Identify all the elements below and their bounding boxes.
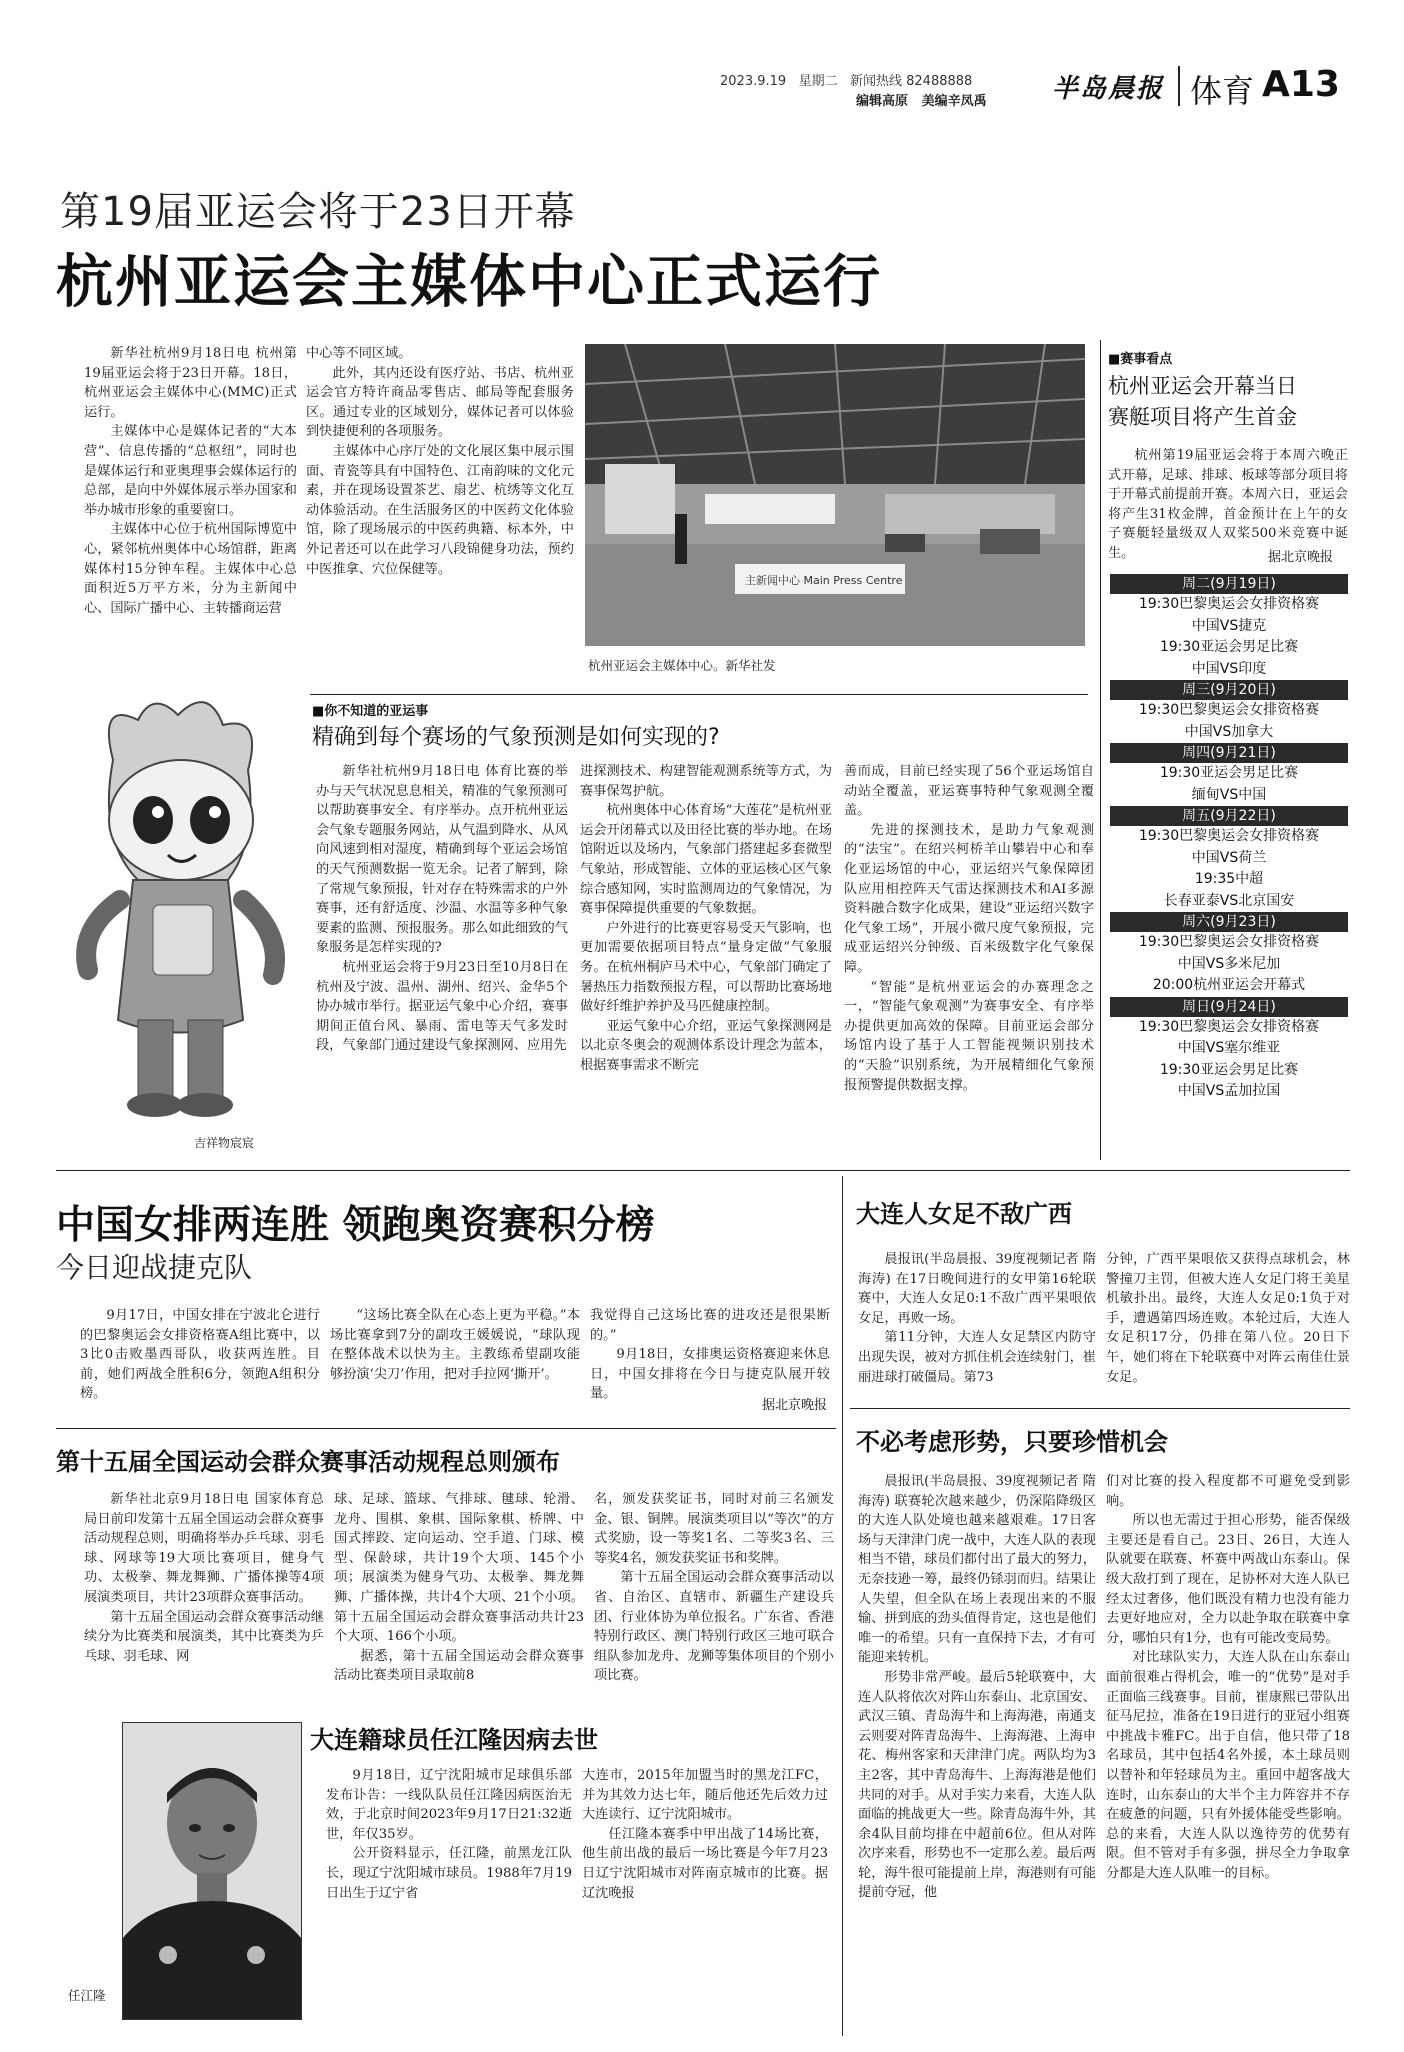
women-paragraph: 第11分钟，大连人女足禁区内防守出现失误，被对方抓住机会连续射门，崔丽进球打破僵局。第73 (858, 1330, 1096, 1385)
schedule-day-header: 周六(9月23日) (1110, 912, 1348, 932)
volley-col-2 (330, 1306, 580, 1416)
obit-photo-caption: 任江隆 (68, 1988, 106, 2003)
games-paragraph: 第十五届全国运动会群众赛事活动以省、自治区、直辖市、新疆生产建设兵团、行业体协为单位报名。广东省、香港特别行政区、澳门特别行政区三地可联合组队参加龙舟、龙狮等集体项目的个别小项比赛。 (594, 1570, 834, 1684)
lower-column-divider (842, 1176, 843, 2036)
volley-paragraph: 9月18日，女排奥运资格赛迎来休息日，中国女排将在今日与捷克队展开较量。 (590, 1347, 830, 1402)
weather-paragraph: 杭州奥体中心体育场“大莲花”是杭州亚运会开闭幕式以及田径比赛的举办地。在场馆附近以及场内，气象部门搭建起多套微型气象站，形成智能、立体的亚运核心区气象综合感知网，实时监测周边的气象情况，为赛事保障提供重要的气象数据。 (580, 803, 832, 917)
volley-subhead: 今日迎战捷克队 (56, 1251, 253, 1284)
obit-paragraph: 任江隆本赛季中甲出战了14场比赛，他生前出战的最后一场比赛是今年7月23日辽宁沈阳城市对阵南京城市的比赛。据辽沈晚报 (582, 1826, 828, 1901)
masthead-divider (1178, 66, 1180, 106)
schedule-row: 长春亚泰VS北京国安 (1163, 892, 1295, 909)
women-paragraph: 晨报讯(半岛晨报、39度视频记者 隋海涛) 在17日晚间进行的女甲第16轮联赛中，大连人女足0:1不敌广西平果哏依女足，再败一场。 (858, 1252, 1096, 1326)
games-paragraph: 据悉，第十五届全国运动会群众赛事活动比赛类项目录取前8 (334, 1648, 584, 1684)
mmc-photo-caption: 杭州亚运会主媒体中心。新华社发 (588, 658, 776, 673)
schedule-row: 中国VS多米尼加 (1177, 955, 1281, 972)
schedule-row: 19:30亚运会男足比赛 (1159, 765, 1299, 781)
games-headline: 第十五届全国运动会群众赛事活动规程总则颁布 (56, 1448, 560, 1476)
schedule-row: 20:00杭州亚运会开幕式 (1152, 977, 1306, 993)
schedule-row: 19:35中超 (1194, 871, 1264, 887)
sidebar-title-2: 赛艇项目将产生首金 (1108, 405, 1297, 429)
lead-col-2 (306, 344, 574, 700)
weather-paragraph: 亚运气象中心介绍，亚运气象探测网是以北京冬奥会的观测体系设计理念为蓝本，根据赛事需求不断完 (580, 1018, 832, 1073)
men-paragraph: 对比球队实力，大连人队在山东泰山面前很难占得机会，唯一的“优势”是对手正面临三线赛事。目前，崔康熙已带队出征马尼拉，准备在19日进行的亚冠小组赛中挑战卡雅FC。出于自信，他只带了18名球员，其中包括4名外援，本土球员则以替补和年轻球员为主。重回中超客战大连时，山东泰山的大半个主力阵容并不存在疲惫的问题，只有外援体能受些影响。总的来看，大连人队以逸待劳的优势有限。但不管对手有多强，拼尽全力争取拿分都是大连人队唯一的目标。 (1106, 1650, 1350, 1881)
schedule-row: 中国VS塞尔维亚 (1177, 1040, 1281, 1056)
men-col-1 (858, 1472, 1096, 2024)
sidebar-source: 据北京晚报 (1268, 550, 1334, 565)
lead-paragraph: 主媒体中心序厅处的文化展区集中展示围面、青瓷等具有中国特色、江南韵味的文化元素，并在现场设置茶艺、扇艺、杭绣等文化互动体验活动。在生活服务区的中医药文化体验馆，除了现场展示的中医药典籍、标本外，中外记者还可以在此学习八段锦健身功法，预约中医推拿、穴位保健等。 (306, 443, 574, 577)
lead-headline: 杭州亚运会主媒体中心正式运行 (56, 249, 882, 315)
mascot-caption: 吉祥物宸宸 (194, 1136, 255, 1150)
lead-col-1 (84, 344, 297, 700)
women-col-2 (1106, 1250, 1350, 1400)
schedule-row: 中国VS加拿大 (1184, 723, 1274, 740)
weather-tag: ■你不知道的亚运事 (312, 704, 429, 719)
schedule-day-header: 周日(9月24日) (1110, 997, 1348, 1017)
schedule-row: 19:30巴黎奥运会女排资格赛 (1138, 702, 1320, 718)
schedule-row: 19:30亚运会男足比赛 (1159, 639, 1299, 655)
schedule-row: 中国VS捷克 (1191, 617, 1267, 634)
obit-photo-illustration (123, 1723, 301, 2019)
men-paragraph: 晨报讯(半岛晨报、39度视频记者 隋海涛) 联赛轮次越来越少，仍深陷降级区的大连人队处境也越来越艰难。17日客场与天津津门虎一战中，大连人队的表现相当不错，球员们都付出了最大的努力，无奈技逊一筹，最终仍铩羽而归。结果让人失望，但全队在场上表现出来的不服输、拼到底的劲头值得肯定，这也是他们唯一的希望。只有一直保持下去，才有可能迎来转机。 (858, 1474, 1096, 1666)
volley-source: 据北京晚报 (756, 1394, 827, 1413)
lead-paragraph: 中心等不同区域。 (306, 346, 412, 361)
schedule-row: 19:30巴黎奥运会女排资格赛 (1138, 934, 1320, 950)
weather-paragraph: 善而成，目前已经实现了56个亚运场馆自动站全覆盖，亚运赛事特种气象观测全覆盖。 (844, 764, 1094, 819)
obit-paragraph: 公开资料显示，任江隆，前黑龙江队长，现辽宁沈阳城市球员。1988年7月19日出生于辽宁省 (326, 1846, 572, 1901)
issue-weekday: 星期二 (798, 74, 838, 89)
lead-paragraph: 主媒体中心位于杭州国际博览中心，紧邻杭州奥体中心场馆群，距离媒体村15分钟车程。主媒体中心总面积近5万平方米，分为主新闻中心、国际广播中心、主转播商运营 (84, 522, 297, 616)
women-bottom-rule (850, 1408, 1350, 1409)
masthead (0, 0, 1404, 115)
lead-bottom-rule (310, 694, 1088, 695)
weather-col-3 (844, 762, 1094, 1152)
section-name: 体育 (1190, 72, 1255, 110)
sidebar-tag: ■赛事看点 (1108, 352, 1173, 367)
women-headline: 大连人女足不敌广西 (856, 1200, 1072, 1228)
volley-paragraph: 9月17日，中国女排在宁波北仑进行的巴黎奥运会女排资格赛A组比赛中，以3比0击败墨西哥队，收获两连胜。目前，她们两战全胜积6分，领跑A组积分榜。 (80, 1308, 320, 1402)
men-paragraph: 们对比赛的投入程度都不可避免受到影响。 (1106, 1474, 1350, 1509)
mascot-image (58, 690, 308, 1140)
lead-kicker: 第19届亚运会将于23日开幕 (60, 189, 576, 235)
men-col-2 (1106, 1472, 1350, 2024)
schedule-row: 中国VS孟加拉国 (1177, 1083, 1281, 1099)
weather-paragraph: 先进的探测技术，是助力气象观测的“法宝”。在绍兴柯桥羊山攀岩中心和奉化亚运场馆的中心，亚运绍兴气象保障团队应用相控阵天气雷达探测技术和AI多源资料融合数字化成果，建设“亚运绍兴数字化气象工场”，开展小微尺度气象预报，完成亚运绍兴分钟级、百米级数字化气象保障。 (844, 822, 1094, 975)
mmc-photo-illustration (585, 344, 1085, 646)
editor-credit: 编辑高原 (856, 94, 909, 109)
men-paragraph: 所以也无需过于担心形势，能否保级主要还是看自己。23日、26日，大连人队就要在联赛、杯赛中两战山东泰山。保级大敌打到了现在，足协杯对大连人队已经太过奢侈，他们既没有精力也没有能力去更好地应对，全力以赴争取在联赛中拿分，哪怕只有1分，也有可能改变局势。 (1106, 1513, 1350, 1646)
obit-headline: 大连籍球员任江隆因病去世 (310, 1726, 598, 1754)
games-paragraph: 名，颁发获奖证书，同时对前三名颁发金、银、铜牌。展演类项目以“等次”的方式奖励，设一等奖1名、二等奖3名、三等奖4名，颁发获奖证书和奖牌。 (594, 1492, 834, 1566)
volley-col-1 (80, 1306, 320, 1416)
weather-col-1 (316, 762, 568, 1152)
games-paragraph: 球、足球、篮球、气排球、毽球、轮滑、龙舟、围棋、象棋、国际象棋、桥牌、中国式摔跤、定向运动、空手道、门球、模型、保龄球，共计19个大项、145个小项；展演类为健身气功、太极拳、舞龙舞狮、广播体操，共计4个大项、21个小项。第十五届全国运动会群众赛事活动共计23个大项、166个小项。 (334, 1492, 584, 1645)
schedule-day-header: 周三(9月20日) (1110, 680, 1348, 700)
weather-headline: 精确到每个赛场的气象预测是如何实现的? (312, 725, 720, 750)
sidebar-divider (1100, 340, 1101, 1160)
games-col-2 (334, 1490, 584, 1702)
weather-paragraph: “智能”是杭州亚运会的办赛理念之一，“智能气象观测”为赛事安全、有序举办提供更加高效的保障。目前亚运会部分场馆内设了基于人工智能视频识别技术的“天脸”识别系统，为开展精细化气象预报预警提供数据支撑。 (844, 979, 1094, 1093)
schedule-row: 中国VS印度 (1191, 660, 1267, 677)
news-hotline: 新闻热线 82488888 (850, 74, 973, 89)
volley-paragraph: 我觉得自己这场比赛的进攻还是很果断的。” (590, 1308, 830, 1343)
mmc-photo-sign: 主新闻中心 Main Press Centre (745, 574, 903, 587)
men-paragraph: 形势非常严峻。最后5轮联赛中，大连人队将依次对阵山东泰山、北京国安、武汉三镇、青岛海牛和上海海港，南通支云则要对阵青岛海牛、上海海港、上海申花、梅州客家和天津津门虎。两队均为3主2客，其中青岛海牛、上海海港是他们共同的对手。从对手实力来看，大连人队面临的挑战更大一些。除青岛海牛外，其余4队目前均排在中超前6位。但从对阵次序来看，形势也不一定那么差。最后两轮，海牛很可能提前上岸，海港则有可能提前夺冠，他 (858, 1669, 1096, 1901)
schedule-row: 19:30巴黎奥运会女排资格赛 (1138, 828, 1320, 844)
schedule-day-header: 周二(9月19日) (1110, 574, 1348, 594)
weather-paragraph: 杭州亚运会将于9月23日至10月8日在杭州及宁波、温州、湖州、绍兴、金华5个协办城市举行。据亚运气象中心介绍，赛事期间正值台风、暴雨、雷电等天气多发时段，气象部门通过建设气象探测网、应用先 (316, 959, 568, 1054)
schedule-day-header: 周四(9月21日) (1110, 743, 1348, 763)
sidebar-title-1: 杭州亚运会开幕当日 (1108, 374, 1297, 398)
lead-paragraph: 此外，其内还设有医疗站、书店、杭州亚运会官方特许商品零售店、邮局等配套服务区。通过专业的区域划分，媒体记者可以体验到快捷便利的各项服务。 (306, 365, 574, 440)
schedule-day-header: 周五(9月22日) (1110, 806, 1348, 826)
page-number: A13 (1262, 64, 1340, 105)
obit-col-2 (582, 1766, 828, 2022)
games-col-1 (84, 1490, 324, 1702)
games-paragraph: 新华社北京9月18日电 国家体育总局日前印发第十五届全国运动会群众赛事活动规程总则，明确将举办乒乓球、羽毛球、网球等19大项比赛项目，健身气功、太极拳、舞龙舞狮、广播体操等4项展演类项目，共计23项群众赛事活动。 (84, 1492, 324, 1605)
schedule-row: 缅甸VS中国 (1191, 786, 1267, 803)
obit-col-1 (326, 1766, 572, 2022)
weather-col-2 (580, 762, 832, 1152)
schedule-row: 中国VS荷兰 (1191, 849, 1267, 866)
schedule-box (1110, 574, 1348, 1103)
mid-rule (56, 1170, 1350, 1171)
issue-date: 2023.9.19 (720, 74, 787, 89)
mmc-photo (585, 344, 1085, 646)
paper-logo: 半岛晨报 (1052, 74, 1165, 104)
schedule-row: 19:30亚运会男足比赛 (1159, 1061, 1299, 1078)
men-headline: 不必考虑形势，只要珍惜机会 (856, 1428, 1168, 1456)
mascot-illustration (58, 690, 308, 1140)
women-col-1 (858, 1250, 1096, 1400)
obit-photo (122, 1722, 302, 2020)
weather-paragraph: 进探测技术、构建智能观测系统等方式，为赛事保驾护航。 (580, 764, 832, 799)
sidebar-paragraph: 杭州第19届亚运会将于本周六晚正式开幕，足球、排球、板球等部分项目将于开幕式前提前开赛。本周六日，亚运会将产生31枚金牌，首金预计在上午的女子赛艇轻量级双人双桨500米竞赛中诞生。 (1108, 448, 1348, 561)
weather-paragraph: 户外进行的比赛更容易受天气影响，也更加需要依据项目特点“量身定做”气象服务。在杭州桐庐马术中心，气象部门确定了暑热压力指数预报方程，可以帮助比赛场地做好纤维护养护及马匹健康控制。 (580, 920, 832, 1015)
weather-paragraph: 新华社杭州9月18日电 体育比赛的举办与天气状况息息相关，精准的气象预测可以帮助赛事安全、有序举办。点开杭州亚运会气象专题服务网站，从气温到降水、从风向风速到相对湿度，精确到每个亚运会场馆的天气预测数据一览无余。记者了解到，除了常规气象预报，针对存在特殊需求的户外赛事，还有舒适度、沙温、水温等多种气象要素的监测、预报服务。那么如此细致的气象服务是怎样实现的? (316, 764, 568, 956)
obit-paragraph: 9月18日，辽宁沈阳城市足球俱乐部发布讣告：一线队队员任江隆因病医治无效，于北京时间2023年9月17日21:32逝世，年仅35岁。 (326, 1768, 572, 1842)
games-col-3 (594, 1490, 834, 1702)
volley-paragraph: “这场比赛全队在心态上更为平稳。”本场比赛拿到7分的副攻王媛媛说，“球队现在整体战术以快为主。主教练希望副攻能够扮演‘尖刀’作用，把对手拉网‘撕开’。 (330, 1308, 580, 1382)
schedule-row: 19:30巴黎奥运会女排资格赛 (1138, 1018, 1320, 1035)
lead-paragraph: 新华社杭州9月18日电 杭州第19届亚运会将于23日开幕。18日，杭州亚运会主媒体中心(MMC)正式运行。 (84, 346, 297, 420)
games-paragraph: 第十五届全国运动会群众赛事活动继续分为比赛类和展演类，其中比赛类为乒乓球、羽毛球、网 (84, 1609, 324, 1664)
lead-paragraph: 主媒体中心是媒体记者的“大本营”、信息传播的“总枢纽”，同时也是媒体运行和亚奥理事会媒体运行的总部，是向中外媒体展示举办国家和举办城市形象的重要窗口。 (84, 424, 297, 518)
designer-credit: 美编辛凤禹 (921, 94, 987, 109)
masthead-meta-line2 (856, 90, 987, 109)
obit-paragraph: 大连市，2015年加盟当时的黑龙江FC，并为其效力达七年，随后他还先后效力过大连读行、辽宁沈阳城市。 (582, 1768, 828, 1823)
schedule-row: 19:30巴黎奥运会女排资格赛 (1138, 596, 1320, 612)
masthead-meta-line1 (720, 70, 972, 89)
women-paragraph: 分钟，广西平果哏依又获得点球机会，林警撞刀主罚，但被大连人女足门将王美星机敏扑出。最终，大连人女足0:1负于对手，遭遇第四场连败。本轮过后，大连人女足积17分，仍排在第八位。20日下午，她们将在下轮联赛中对阵云南佳仕景女足。 (1106, 1252, 1350, 1385)
volley-headline: 中国女排两连胜 领跑奥资赛积分榜 (56, 1203, 655, 1248)
volley-bottom-rule (56, 1428, 836, 1429)
